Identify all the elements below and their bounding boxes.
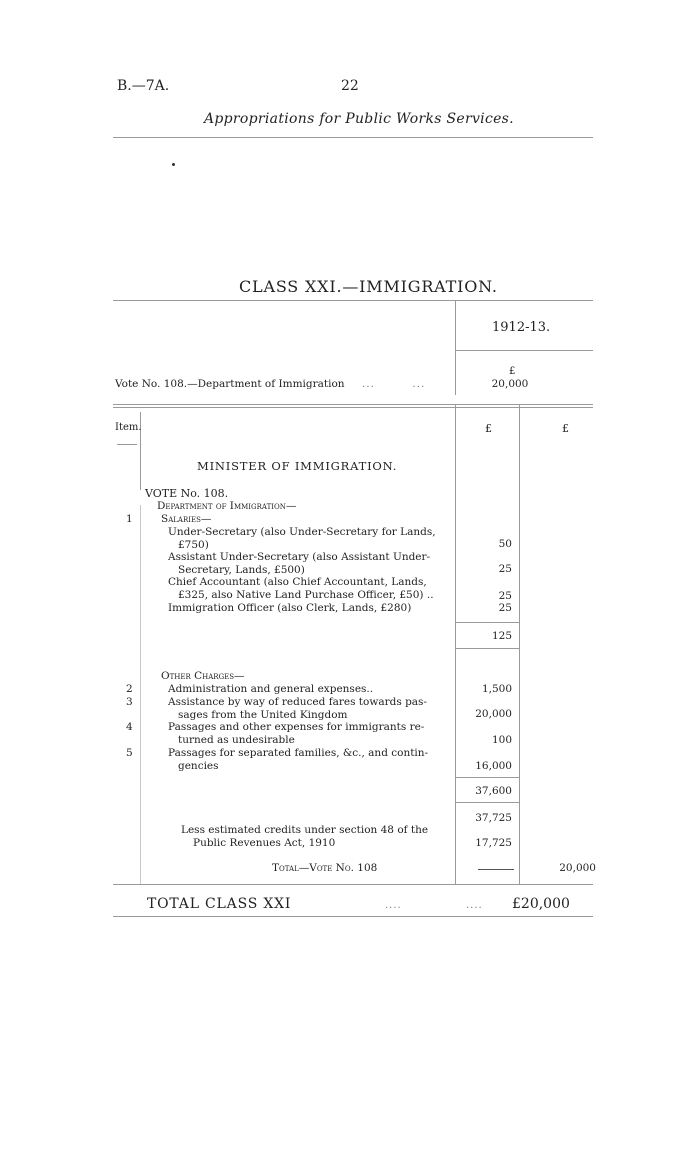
amount-col1-left xyxy=(455,404,456,884)
other-total-rule xyxy=(455,802,519,803)
other-charges-heading: Other Charges— xyxy=(161,670,245,682)
other-row-desc xyxy=(168,696,427,721)
section-title: MINISTER OF IMMIGRATION. xyxy=(197,459,398,473)
salary-line: Chief Accountant (also Chief Accountant, Lands, xyxy=(168,576,427,588)
item-col-divider-lower xyxy=(140,505,141,885)
summary-currency: £ xyxy=(509,366,516,377)
page-number: 22 xyxy=(341,78,359,94)
summary-year: 1912-13. xyxy=(492,320,551,335)
salary-line: Immigration Officer (also Clerk, Lands, £280) xyxy=(168,602,412,614)
leader-dots: ... xyxy=(361,378,375,390)
summary-vote-label xyxy=(115,378,425,390)
salaries-item-no: 1 xyxy=(126,513,133,525)
salary-line: Under-Secretary (also Under-Secretary for Lands, xyxy=(168,526,436,538)
credits-amount: 17,725 xyxy=(475,837,512,849)
leader-dots: .... xyxy=(385,900,402,911)
summary-vote-label-text: Vote No. 108.—Department of Immigration xyxy=(115,378,345,390)
stray-dot xyxy=(172,163,175,166)
other-line: gencies xyxy=(178,759,219,772)
other-amount: 20,000 xyxy=(475,708,512,720)
salaries-heading: Salaries— xyxy=(161,513,212,525)
class-title-rule xyxy=(113,300,593,301)
salary-line: £750) xyxy=(178,538,209,551)
table-top-rule-2 xyxy=(113,407,593,408)
total-class-amount: £20,000 xyxy=(512,896,570,912)
leader-dots: .... xyxy=(466,900,483,911)
credits-line: Public Revenues Act, 1910 xyxy=(193,836,336,849)
summary-year-rule xyxy=(455,350,593,351)
item-header-rule xyxy=(117,444,137,445)
salary-row-desc xyxy=(168,526,436,551)
credits-line: Less estimated credits under section 48 of the xyxy=(181,824,429,836)
other-total: 37,600 xyxy=(475,785,512,797)
table-bottom-rule xyxy=(113,884,593,885)
salary-line: Secretary, Lands, £500) xyxy=(178,563,305,576)
total-class-label: TOTAL CLASS XXI xyxy=(147,896,292,912)
class-title: CLASS XXI.—IMMIGRATION. xyxy=(239,277,498,296)
amount-col1-right xyxy=(519,404,520,884)
summary-divider xyxy=(455,300,456,395)
vote-number: VOTE No. 108. xyxy=(145,487,229,500)
table-top-rule xyxy=(113,404,593,405)
salary-amount: 50 xyxy=(498,538,512,550)
credits-desc xyxy=(181,824,428,849)
other-subtotal-rule xyxy=(455,777,519,778)
salary-line: £325, also Native Land Purchase Officer, £50) .. xyxy=(178,588,434,601)
other-line: Assistance by way of reduced fares towards pas- xyxy=(168,696,427,708)
salaries-total-rule xyxy=(455,648,519,649)
other-item-no: 3 xyxy=(126,696,133,708)
other-line: Passages for separated families, &c., and contin- xyxy=(168,747,429,759)
other-row-desc xyxy=(168,747,428,772)
salary-line: Assistant Under-Secretary (also Assistant Under- xyxy=(168,551,431,563)
grand-subtotal: 37,725 xyxy=(475,812,512,824)
other-amount: 1,500 xyxy=(481,683,512,695)
salary-amount: 25 xyxy=(498,602,512,614)
other-line: turned as undesirable xyxy=(178,733,295,746)
other-line: Administration and general expenses.. xyxy=(168,683,374,695)
leader-dots: ... xyxy=(412,378,426,390)
col1-currency: £ xyxy=(485,422,492,435)
other-row-desc xyxy=(168,683,373,696)
col2-currency: £ xyxy=(562,422,569,435)
salary-row-desc xyxy=(168,551,430,576)
summary-vote-amount: 20,000 xyxy=(491,378,529,390)
other-line: Passages and other expenses for immigrants re- xyxy=(168,721,425,733)
other-item-no: 5 xyxy=(126,747,133,759)
other-row-desc xyxy=(168,721,424,746)
other-item-no: 4 xyxy=(126,721,133,733)
other-amount: 16,000 xyxy=(475,760,512,772)
salary-row-desc xyxy=(168,602,411,615)
total-class-rule xyxy=(113,916,593,917)
salary-amount: 25 xyxy=(498,590,512,602)
page-ref: B.—7A. xyxy=(117,78,170,94)
total-vote-rule xyxy=(478,869,514,870)
department-heading: Department of Immigration— xyxy=(157,500,297,512)
salary-amount: 25 xyxy=(498,563,512,575)
item-header: Item. xyxy=(115,422,142,433)
header-rule xyxy=(113,137,593,138)
total-vote-amount: 20,000 xyxy=(559,862,596,874)
other-line: sages from the United Kingdom xyxy=(178,708,348,721)
total-vote-label: Total—Vote No. 108 xyxy=(272,862,378,874)
salaries-total: 125 xyxy=(491,630,512,642)
other-amount: 100 xyxy=(491,734,512,746)
salary-row-desc xyxy=(168,576,434,601)
page-subtitle: Appropriations for Public Works Services. xyxy=(204,111,514,127)
other-item-no: 2 xyxy=(126,683,133,695)
salaries-subtotal-rule xyxy=(455,622,519,623)
